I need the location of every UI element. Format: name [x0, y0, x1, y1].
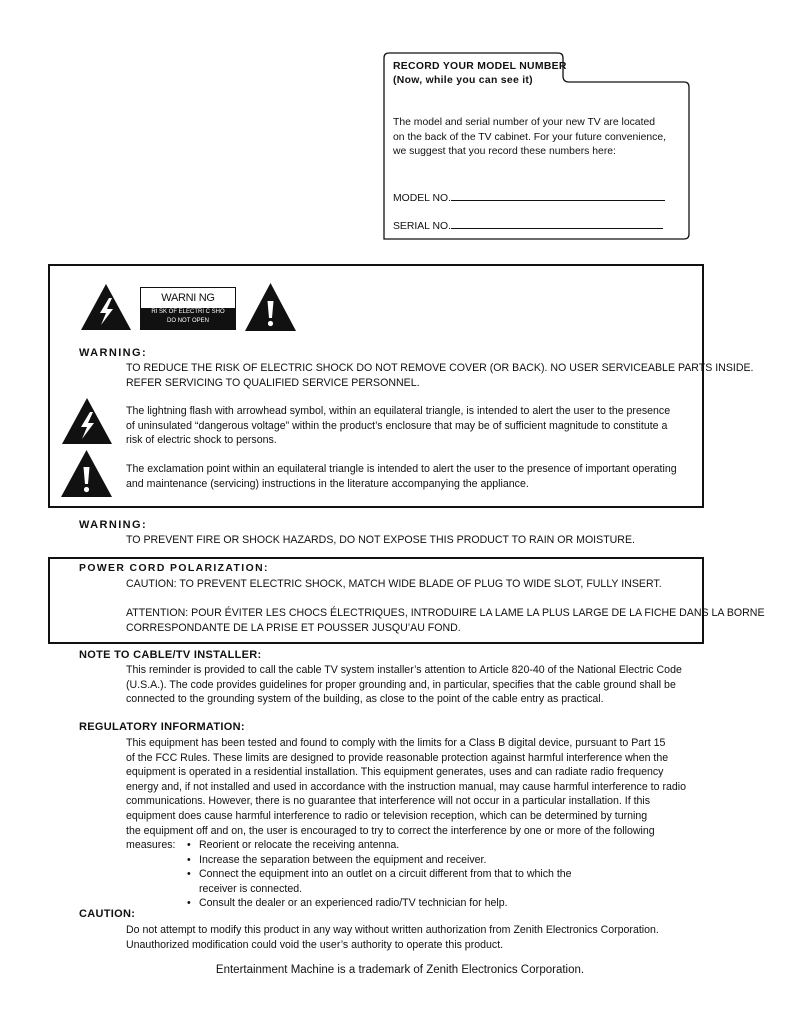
cable-note-heading: NOTE TO CABLE/TV INSTALLER:: [79, 649, 262, 661]
model-no-line: [451, 190, 665, 201]
exclamation-explanation: The exclamation point within an equilateral triangle is intended to alert the user to the presence of important operating and maintenance (servicing) instructions in the literature accompanying the appliance.: [126, 463, 677, 490]
trademark-footer: Entertainment Machine is a trademark of Zenith Electronics Corporation.: [215, 964, 585, 976]
lightning-explanation: The lightning flash with arrowhead symbol, within an equilateral triangle, is intended to alert the user to the presence of uninsulated “dangerous voltage” within the product’s enclosure that may be of sufficient magnitude to constitute a risk of electric shock to persons.: [126, 405, 671, 447]
exclamation-warning-icon: [244, 282, 297, 332]
warning-label: [140, 287, 236, 330]
warning-heading: WARNING:: [79, 347, 148, 359]
warning-label-title: WARNI NG: [161, 292, 215, 304]
regulatory-text: This equipment has been tested and found to comply with the limits for a Class B digital device, pursuant to Part 15 of the FCC Rules. These limits are designed to provide reasonable protection against harmful interference when the equipment is operated in a residential installation. This equipment generates, uses and can radiate radio frequency energy and, if not installed and used in accordance with the instruction manual, may cause harmful interference to radio communications. However, there is no guarantee that interference will not occur in a particular installation. If this equipment does cause harmful interference to radio or television reception, which can be determined by turning the equipment off and on, the user is encouraged to try to correct the interference by one or more of the following: [126, 737, 687, 837]
list-item: • Consult the dealer or an experienced radio/TV technician for help.: [187, 896, 572, 911]
warning-label-subtitle: RI SK OF ELECTRI C SHO DO NOT OPEN: [141, 308, 235, 329]
model-box-body: The model and serial number of your new TV are located on the back of the TV cabinet. For your future convenience, we suggest that you record these numbers here:: [393, 117, 667, 158]
list-item: • Connect the equipment into an outlet on a circuit different from that to which the receiver is connected.: [187, 867, 572, 896]
caution-text: Do not attempt to modify this product in any way without written authorization from Zenith Electronics Corporation. Unauthorized modification could void the user’s authority to operate this product.: [126, 924, 659, 951]
measures-label: measures:: [126, 839, 176, 851]
lightning-warning-icon: [80, 283, 132, 331]
list-item: • Reorient or relocate the receiving antenna.: [187, 838, 572, 853]
exclamation-symbol-icon: [60, 449, 113, 498]
lightning-symbol-icon: [61, 397, 113, 445]
measures-list: [187, 838, 572, 911]
caution-heading: CAUTION:: [79, 908, 136, 920]
serial-no-field: [393, 218, 663, 235]
serial-no-label: SERIAL NO.: [393, 221, 451, 232]
power-cord-heading: POWER CORD POLARIZATION:: [79, 563, 269, 574]
list-item: • Increase the separation between the equipment and receiver.: [187, 853, 572, 868]
model-box-title: RECORD YOUR MODEL NUMBER: [393, 61, 567, 72]
model-number-box: [383, 52, 690, 240]
regulatory-heading: REGULATORY INFORMATION:: [79, 721, 245, 733]
model-box-subtitle: (Now, while you can see it): [393, 75, 533, 86]
moisture-warning-text: TO PREVENT FIRE OR SHOCK HAZARDS, DO NOT EXPOSE THIS PRODUCT TO RAIN OR MOISTURE.: [126, 534, 635, 546]
cable-note-text: This reminder is provided to call the cable TV system installer’s attention to Article 820-40 of the National Electric Code (U.S.A.). The code provides guidelines for proper grounding and, in particular, specifies that the cable ground shall be connected to the grounding system of the building, as close to the point of the cable entry as practical.: [126, 664, 682, 706]
moisture-warning-heading: WARNING:: [79, 519, 148, 531]
model-no-label: MODEL NO.: [393, 193, 451, 204]
model-no-field: [393, 190, 665, 207]
power-cord-caution: CAUTION: TO PREVENT ELECTRIC SHOCK, MATCH WIDE BLADE OF PLUG TO WIDE SLOT, FULLY INSERT.: [126, 578, 662, 590]
serial-no-line: [451, 218, 663, 229]
power-cord-attention: ATTENTION: POUR ÉVITER LES CHOCS ÉLECTRIQUES, INTRODUIRE LA LAME LA PLUS LARGE DE LA FICHE DANS LA BORNE CORRESPONDANTE DE LA PRISE ET POUSSER JUSQU’AU FOND.: [126, 607, 765, 634]
warning-text: TO REDUCE THE RISK OF ELECTRIC SHOCK DO NOT REMOVE COVER (OR BACK). NO USER SERVICEABLE PARTS INSIDE. REFER SERVICING TO QUALIFIED SERVICE PERSONNEL.: [126, 362, 754, 389]
